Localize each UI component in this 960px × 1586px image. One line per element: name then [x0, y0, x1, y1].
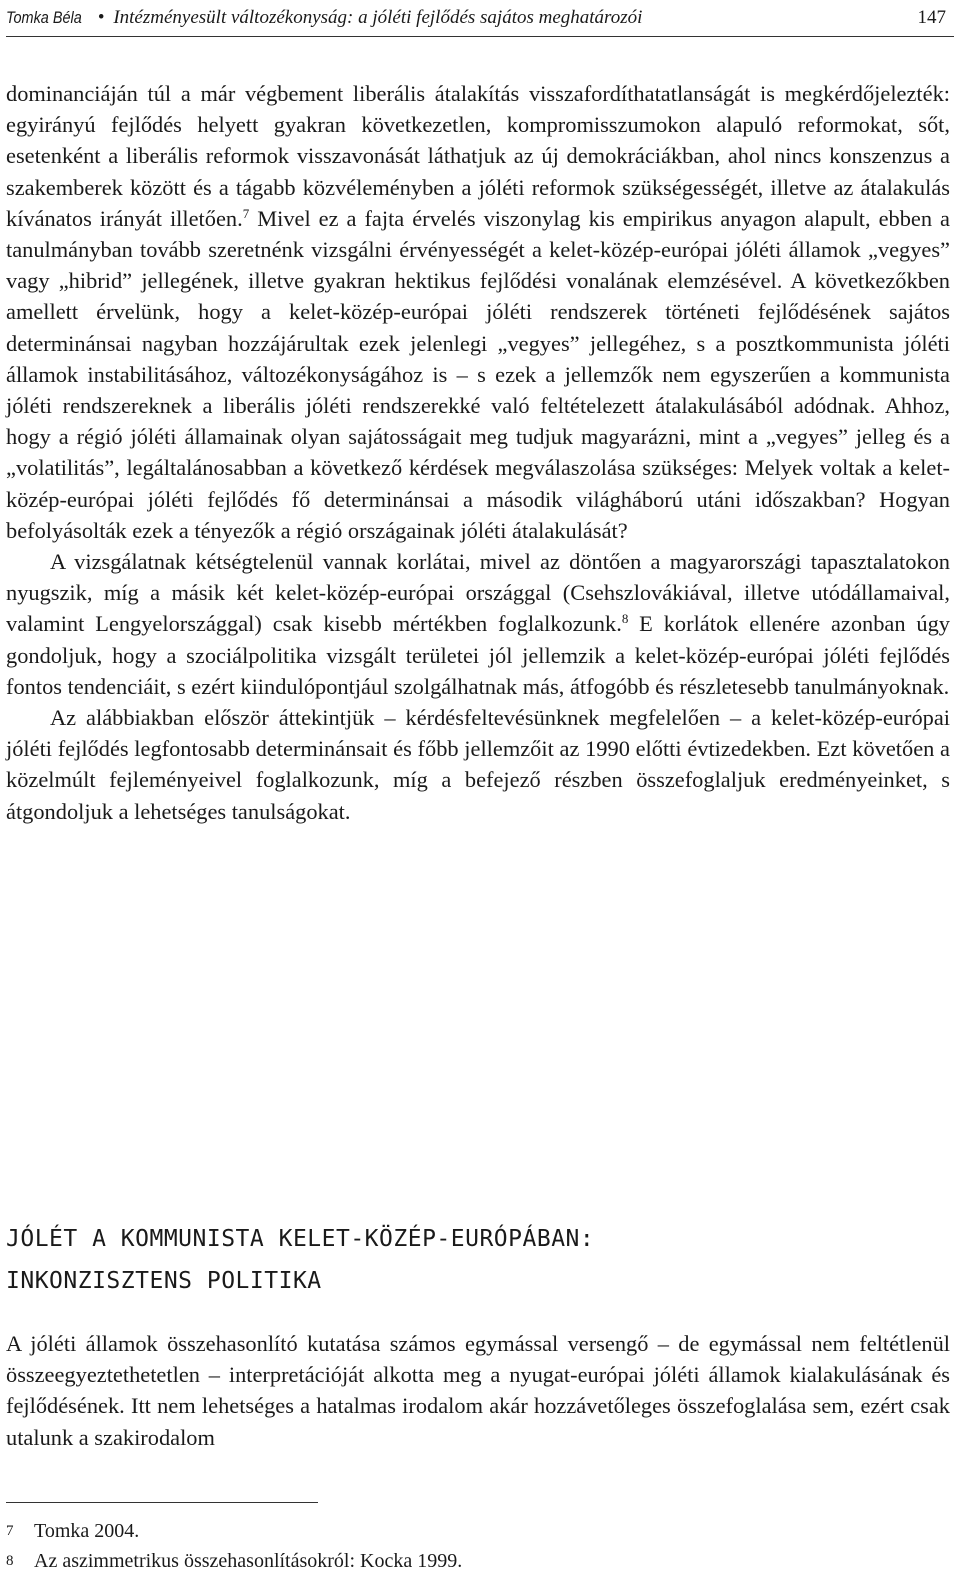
- body-text: [6, 78, 950, 827]
- header-article-title: Intézményesült változékonyság: a jóléti fejlődés sajátos meghatározói: [113, 7, 643, 28]
- section-paragraph: A jóléti államok összehasonlító kutatása számos egymással versengő – de egymással nem feltétlenül összeegyeztethetetlen – interpretációját alkotta meg a nyugat-európai jóléti államok kialakulásának és fejlődésének. Itt nem lehetséges a hatalmas irodalom akár hozzávetőleges összefoglalása sem, ezért csak utalunk a szakirodalom: [6, 1331, 950, 1450]
- section-heading: [6, 1218, 950, 1302]
- footnote-8: [6, 1546, 950, 1576]
- running-header: [6, 6, 954, 37]
- paragraph-2-text-b: E korlátok ellenére azonban úgy gondoljuk, hogy a szociálpolitika vizsgált területei jól jellemzik a kelet-közép-európai jóléti fejlődés fontos tendenciáit, s ezért kiindulópontjául szolgálhatnak más, átfogóbb és részletesebb tanulmányoknak.: [6, 611, 951, 699]
- section-body: [6, 1328, 950, 1453]
- running-header-title: [6, 6, 642, 30]
- section-heading-line-1: JÓLÉT A KOMMUNISTA KELET-KÖZÉP-EURÓPÁBAN:: [6, 1226, 595, 1252]
- footnote-number: 7: [6, 1523, 14, 1539]
- footnote-ref-8[interactable]: 8: [621, 611, 629, 627]
- header-bullet: •: [97, 7, 105, 28]
- paragraph-1: [6, 78, 950, 546]
- paragraph-1-text-a: dominanciáján túl a már végbement liberális átalakítás visszafordíthatatlanságát is megkérdőjelezték: egyirányú fejlődés helyett gyakran következetlen, kompromisszumokon alapuló reformokat, sőt, esetenként a liberális reformok visszavonását láthatjuk az új demokráciákban, ahol nincs konszenzus a szakemberek között és a tágabb közvéleményben a jóléti reformok szükségességét, illetve az átalakulás kívánatos irányát illetően.: [6, 81, 950, 231]
- footnote-text: Tomka 2004.: [34, 1520, 140, 1542]
- page-number: 147: [917, 7, 946, 28]
- footnote-7: [6, 1516, 950, 1546]
- footnote-divider: [6, 1502, 318, 1503]
- footnotes: [6, 1516, 950, 1576]
- paragraph-2-text-a: A vizsgálatnak kétségtelenül vannak korlátai, mivel az döntően a magyarországi tapasztalatokon nyugszik, míg a másik két kelet-közép-európai országgal (Csehszlovákiával, illetve utódállamaival, valamint Lengyelországgal) csak kisebb mértékben foglalkozunk.: [6, 549, 950, 637]
- paragraph-3-text: Az alábbiakban először áttekintjük – kérdésfeltevésünknek megfelelően – a kelet-közép-európai jóléti fejlődés legfontosabb determinánsait és főbb jellemzőit az 1990 előtti évtizedekben. Ezt követően a közelmúlt fejleményeivel foglalkozunk, míg a befejező részben összefoglaljuk eredményeinket, s átgondoljuk a lehetséges tanulságokat.: [6, 705, 950, 824]
- header-author: Tomka Béla: [6, 8, 82, 27]
- paragraph-1-text-b: Mivel ez a fajta érvelés viszonylag kis empirikus anyagon alapult, ebben a tanulmányban tovább szeretnénk vizsgálni érvényességét a kelet-közép-európai jóléti államok „vegyes” vagy „hibrid” jellegének, illetve gyakran hektikus fejlődési vonalának elemzésével. A következőkben amellett érvelünk, hogy a kelet-közép-európai jóléti rendszerek történeti fejlődésének sajátos determinánsai nagyban hozzájárultak ezek jelenlegi „vegyes” jellegéhez, s a posztkommunista jóléti államok instabilitásához, változékonyságához is – s ezek a jellemzők nem egyszerűen a kommunista jóléti rendszereknek a liberális jóléti rendszerekké való feltételezett átalakulásából adódnak. Ahhoz, hogy a régió jóléti államainak olyan sajátosságait meg tudjuk magyarázni, mint a „vegyes” jelleg és a „volatilitás”, legáltalánosabban a következő kérdések megválaszolása szükséges: Melyek voltak a kelet-közép-európai jóléti fejlődés fő determinánsai a második világháború utáni időszakban? Hogyan befolyásolták ezek a tényezők a régió országainak jóléti átalakulását?: [6, 205, 950, 543]
- footnote-ref-7[interactable]: 7: [242, 205, 250, 221]
- footnote-text: Az aszimmetrikus összehasonlításokról: Kocka 1999.: [34, 1550, 463, 1572]
- footnote-number: 8: [6, 1553, 14, 1569]
- section-heading-line-2: INKONZISZTENS POLITIKA: [6, 1268, 322, 1294]
- paragraph-3: [6, 702, 950, 827]
- paragraph-2: [6, 546, 950, 702]
